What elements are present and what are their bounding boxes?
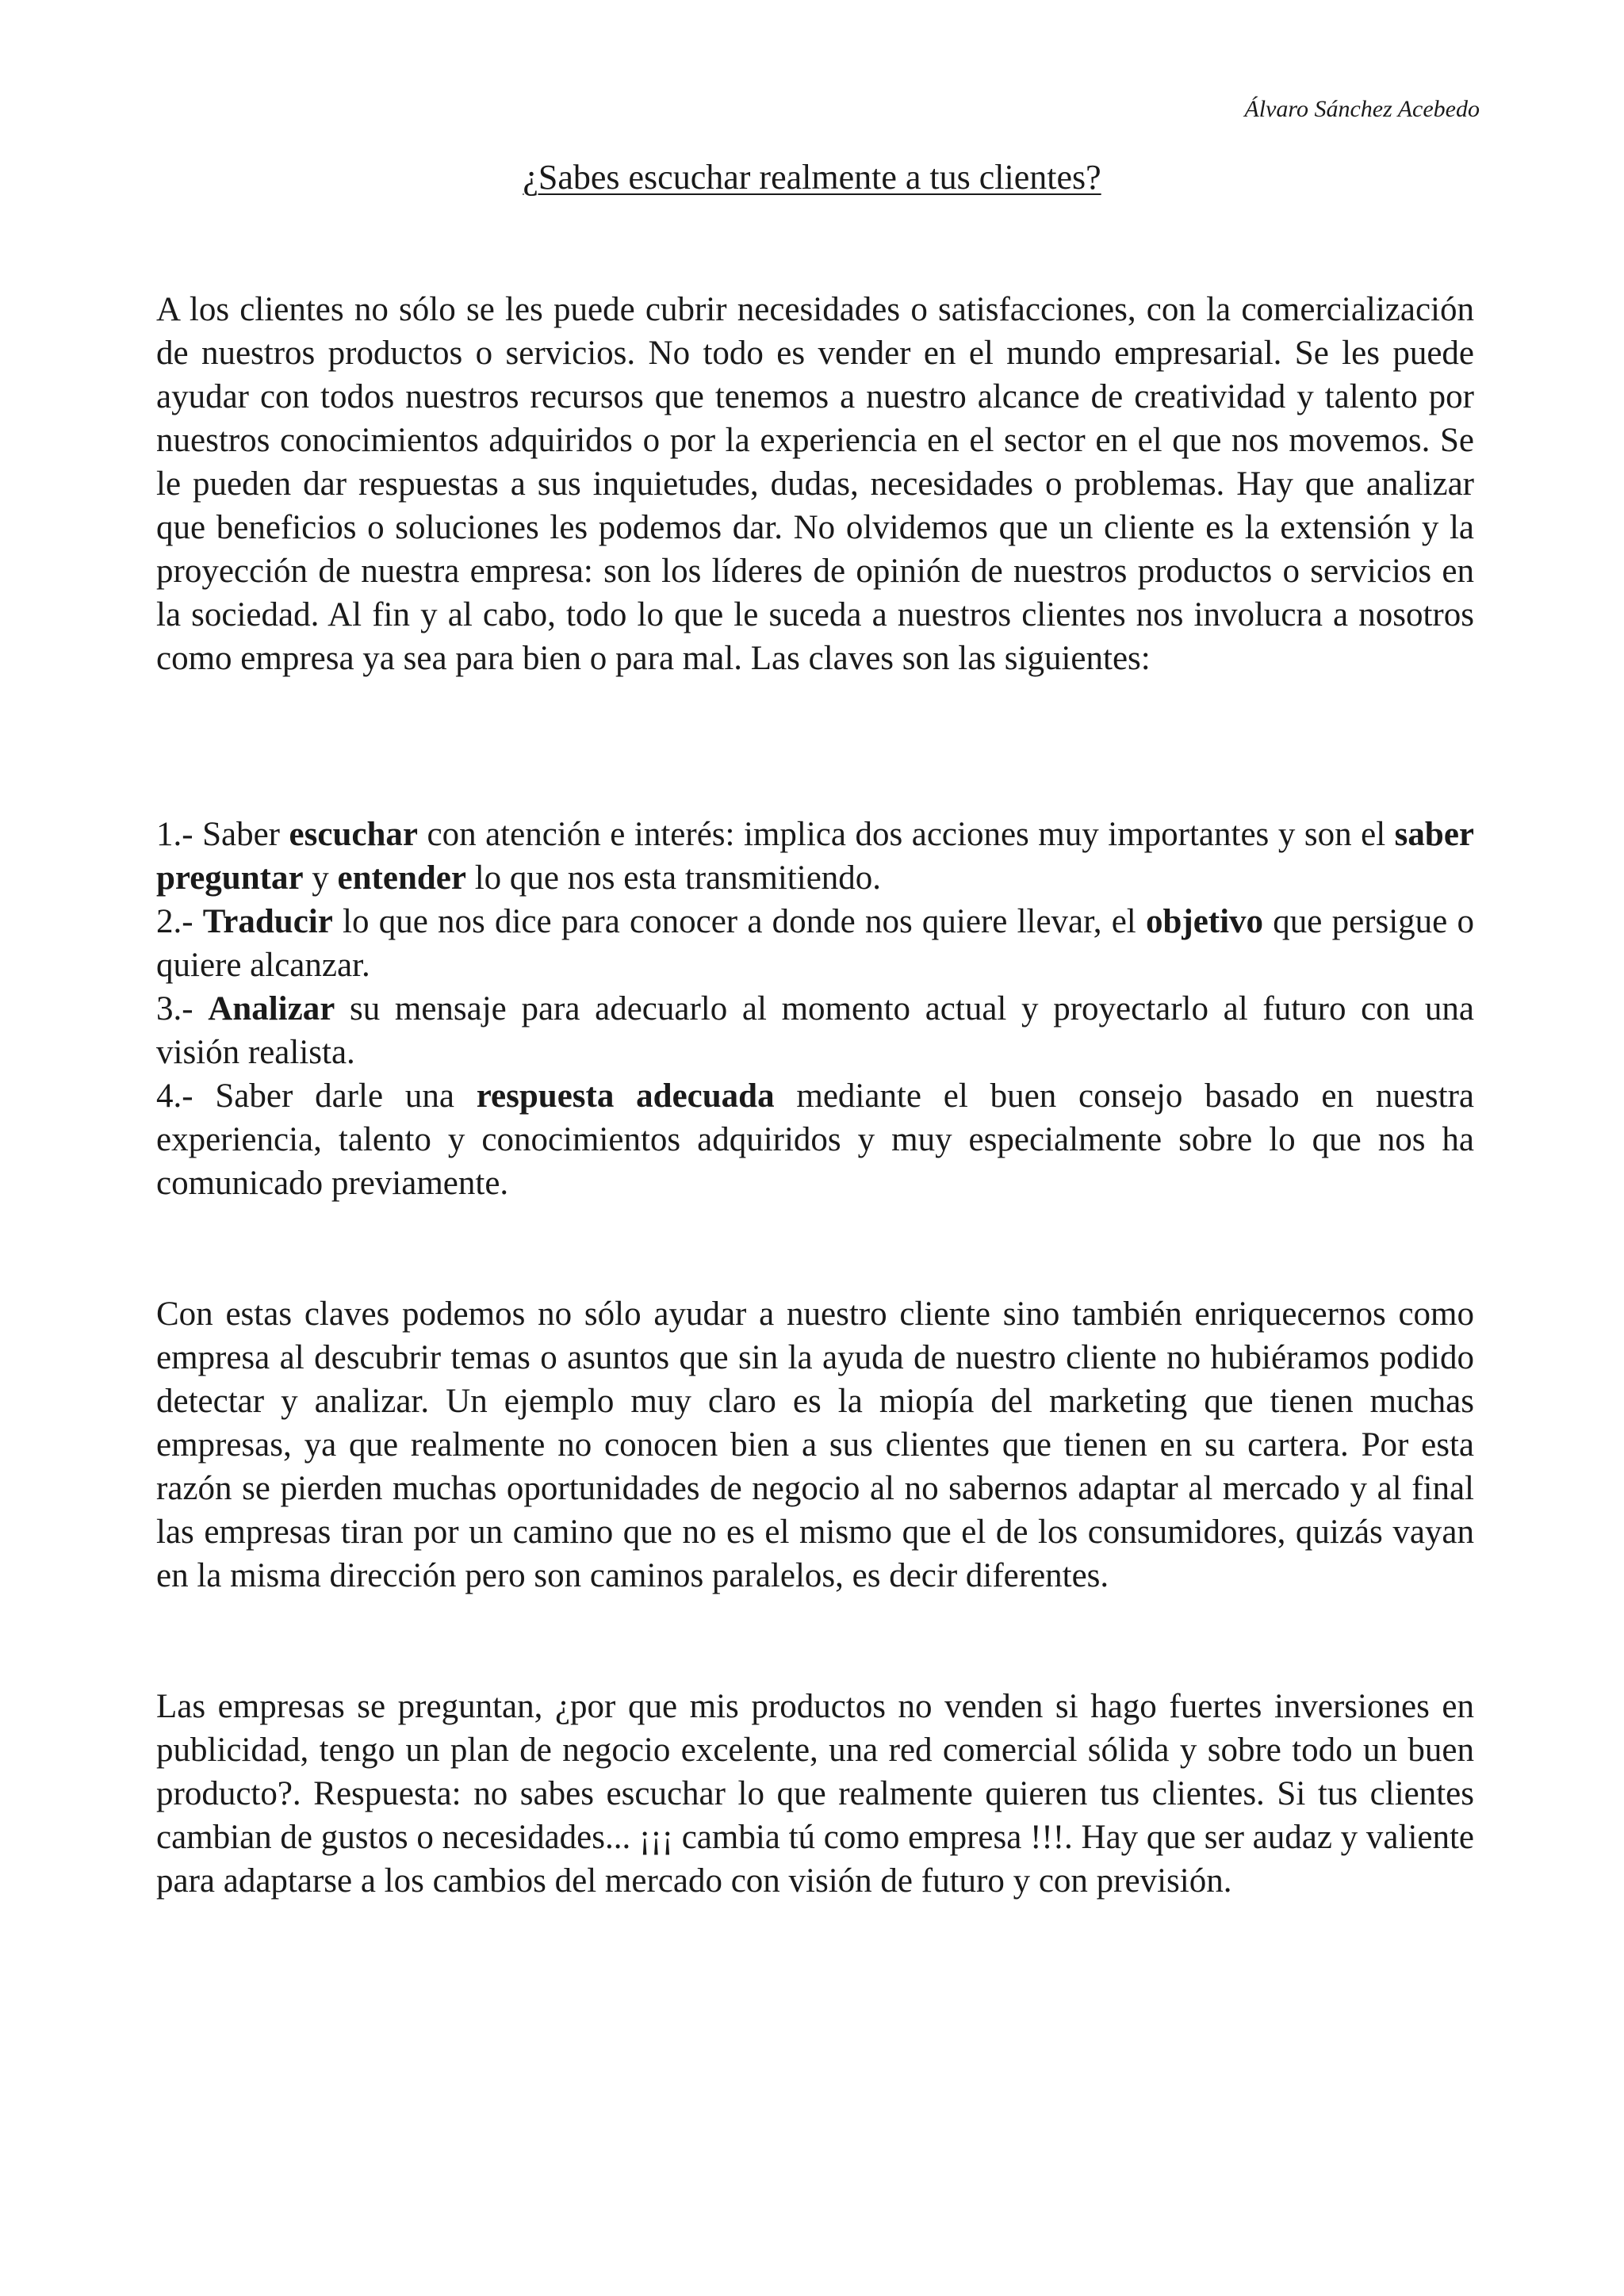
paragraph-keys-benefits [156, 1292, 1474, 1598]
title-text: ¿Sabes escuchar realmente a tus clientes? [523, 158, 1101, 197]
list-item-1-bold-escuchar: escuchar [289, 816, 418, 853]
list-item-4-bold-respuesta-adecuada: respuesta adecuada [476, 1077, 775, 1115]
list-item-3 [156, 987, 1474, 1074]
paragraph-conclusion [156, 1685, 1474, 1903]
list-item-1-text-a: 1.- Saber [156, 816, 289, 853]
list-item-2-text-c: lo que nos dice para conocer a donde nos quiere llevar, el [332, 903, 1146, 940]
list-item-4-text-c: mediante el buen consejo basado en nuestra experiencia, talento y conocimientos adquiridos y muy especialmente sobre lo que nos ha comunicado previamente. [156, 1077, 1474, 1202]
list-item-3-text-a: 3.- [156, 990, 209, 1027]
list-item-4 [156, 1074, 1474, 1205]
list-item-2-text-d: que persigue o quiere alcanzar. [156, 903, 1474, 984]
list-item-3-text-c: su mensaje para adecuarlo al momento actual y proyectarlo al futuro con una visión realista. [156, 990, 1474, 1071]
list-item-2-bold-objetivo: objetivo [1145, 903, 1264, 940]
list-item-2 [156, 900, 1474, 987]
list-item-2-text-a: 2.- [156, 903, 203, 940]
keys-list [156, 813, 1474, 1205]
document-title [0, 155, 1624, 200]
list-item-1-text-c: con atención e interés: implica dos acciones muy importantes y son el [417, 816, 1395, 853]
list-item-2-bold-traducir: Traducir [202, 903, 333, 940]
list-item-1-bold-entender: entender [337, 859, 466, 897]
list-item-3-bold-analizar: Analizar [208, 990, 335, 1027]
paragraph-conclusion-text: Las empresas se preguntan, ¿por que mis productos no venden si hago fuertes inversiones en publicidad, tengo un plan de negocio excelente, una red comercial sólida y sobre todo un buen producto?. Respuesta: no sabes escuchar lo que realmente quieren tus clientes. Si tus clientes cambian de gustos o necesidades... ¡¡¡ cambia tú como empresa !!!. Hay que ser audaz y valiente para adaptarse a los cambios del mercado con visión de futuro y con previsión. [156, 1688, 1475, 1900]
list-item-1-bold-saber-preguntar: saber preguntar [156, 816, 1474, 897]
author-name: Álvaro Sánchez Acebedo [1244, 96, 1480, 122]
list-item-1-text-d: y [303, 859, 338, 897]
paragraph-intro-text: A los clientes no sólo se les puede cubrir necesidades o satisfacciones, con la comercialización de nuestros productos o servicios. No todo es vender en el mundo empresarial. Se les puede ayudar con todos nuestros recursos que tenemos a nuestro alcance de creatividad y talento por nuestros conocimientos adquiridos o por la experiencia en el sector en el que nos movemos. Se le pueden dar respuestas a sus inquietudes, dudas, necesidades o problemas. Hay que analizar que beneficios o soluciones les podemos dar. No olvidemos que un cliente es la extensión y la proyección de nuestra empresa: son los líderes de opinión de nuestros productos o servicios en la sociedad. Al fin y al cabo, todo lo que le suceda a nuestros clientes nos involucra a nosotros como empresa ya sea para bien o para mal. Las claves son las siguientes: [156, 291, 1474, 677]
list-item-1-text-e: lo que nos esta transmitiendo. [465, 859, 882, 897]
list-item-4-text-a: 4.- Saber darle una [156, 1077, 477, 1115]
paragraph-intro [156, 288, 1474, 680]
paragraph-keys-benefits-text: Con estas claves podemos no sólo ayudar a nuestro cliente sino también enriquecernos como empresa al descubrir temas o asuntos que sin la ayuda de nuestro cliente no hubiéramos podido detectar y analizar. Un ejemplo muy claro es la miopía del marketing que tienen muchas empresas, ya que realmente no conocen bien a sus clientes que tienen en su cartera. Por esta razón se pierden muchas oportunidades de negocio al no sabernos adaptar al mercado y al final las empresas tiran por un camino que no es el mismo que el de los consumidores, quizás vayan en la misma dirección pero son caminos paralelos, es decir diferentes. [156, 1295, 1474, 1594]
list-item-1 [156, 813, 1474, 900]
